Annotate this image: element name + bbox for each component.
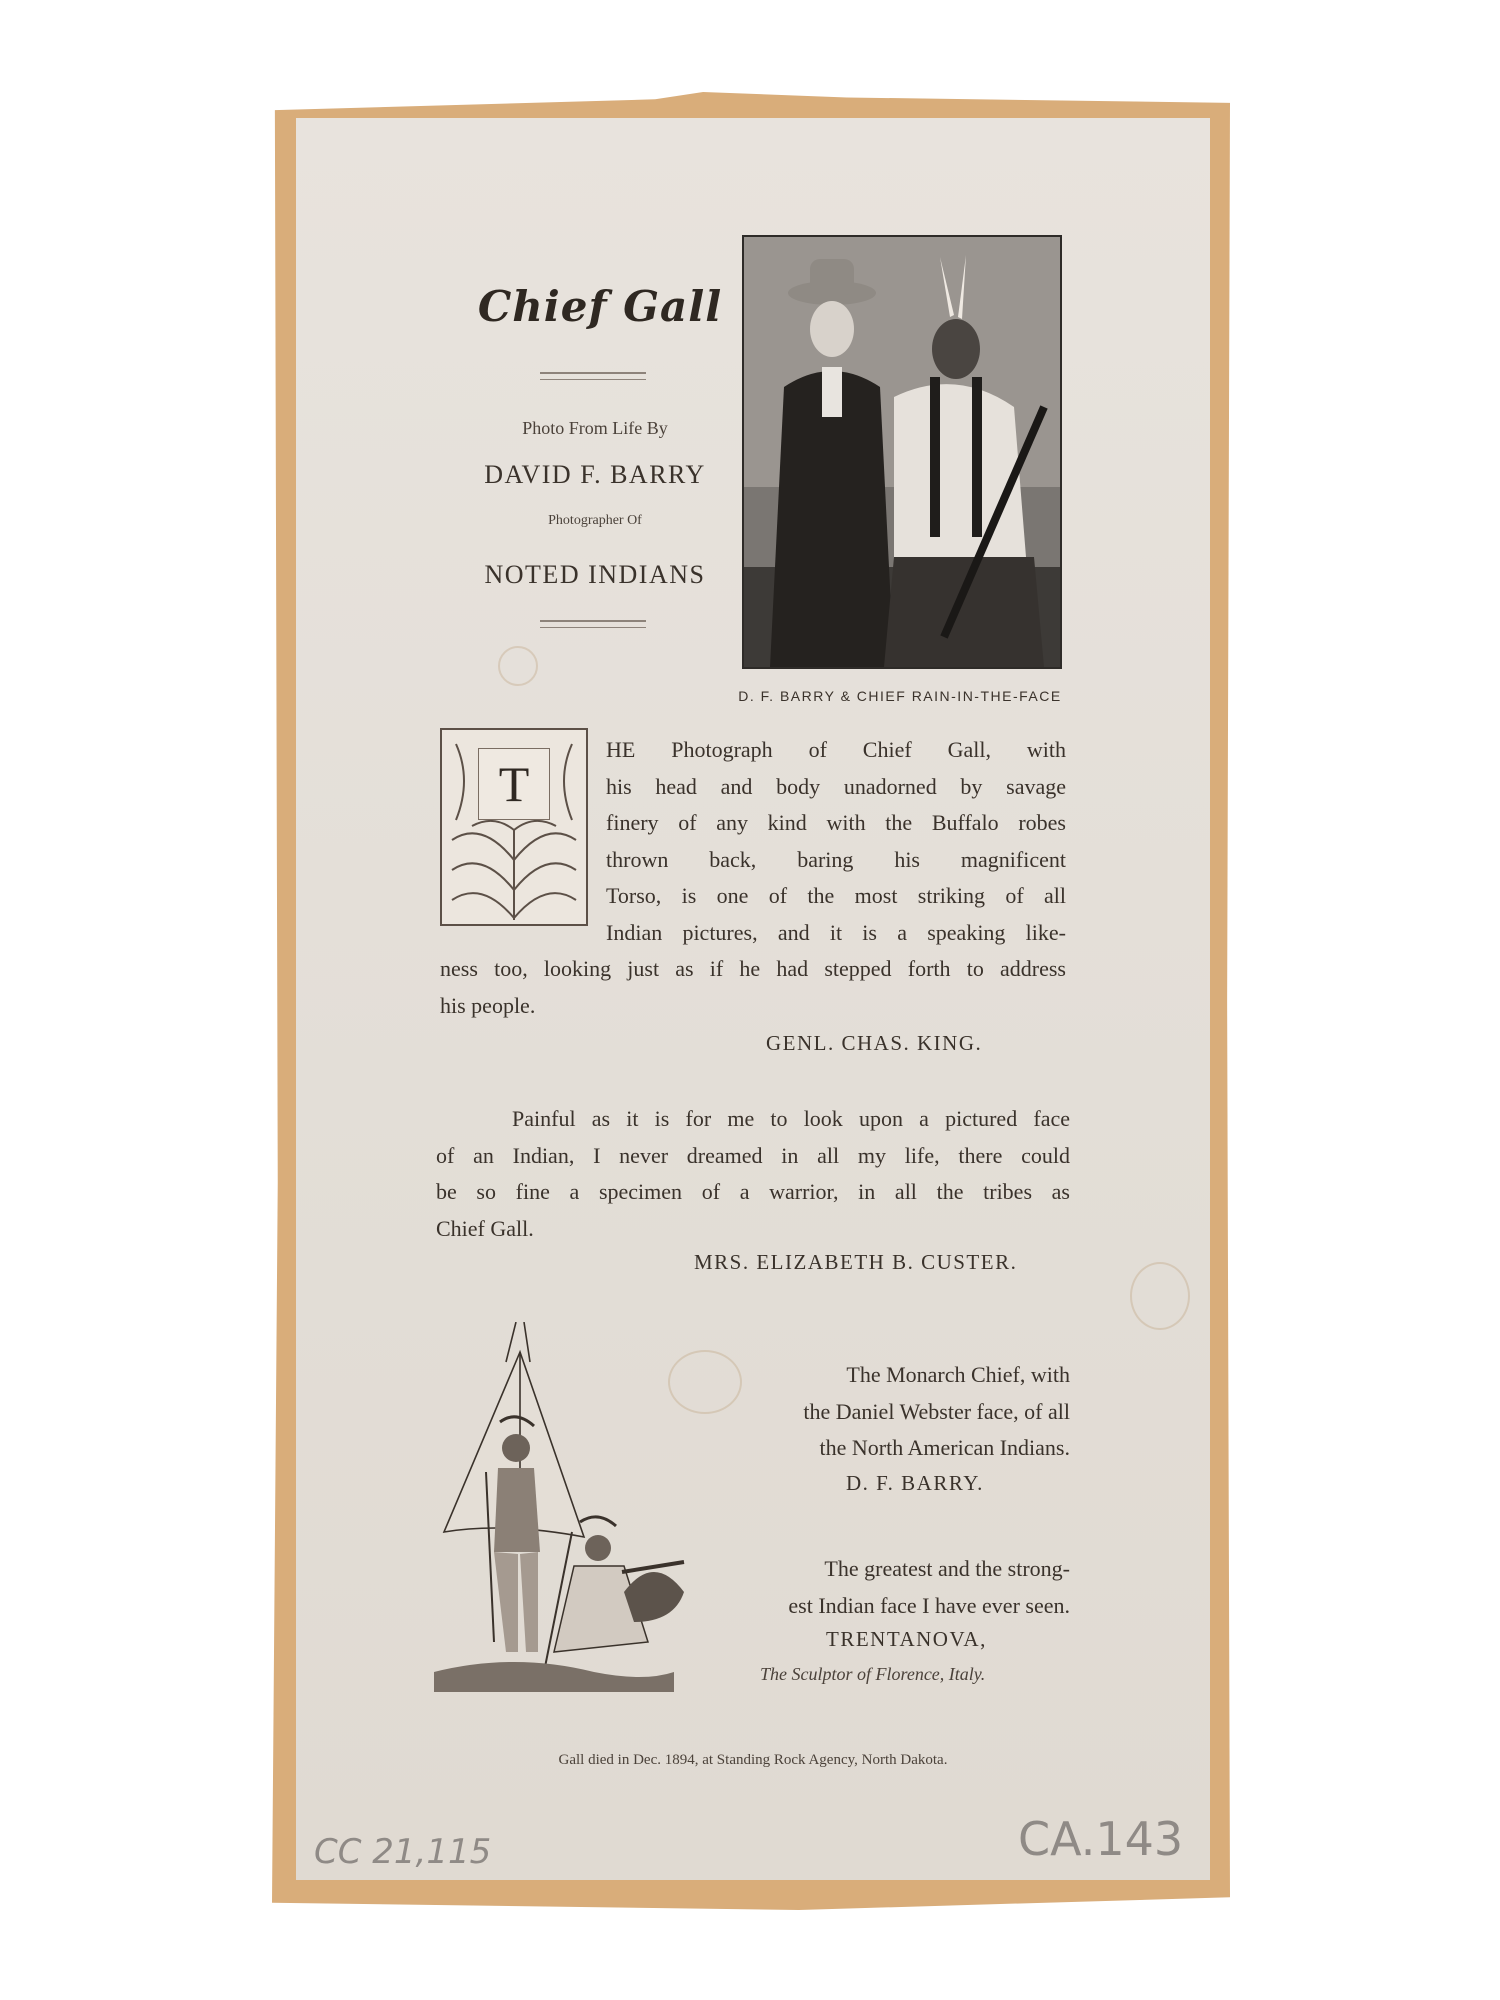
- page-title: Chief Gall: [477, 282, 723, 331]
- quote-line: his people.: [440, 992, 536, 1018]
- quote-line: be so fine a specimen of a warrior, in all the tribes as: [436, 1179, 1070, 1204]
- trentanova-subtitle: The Sculptor of Florence, Italy.: [760, 1664, 986, 1684]
- drop-cap-letter: T: [478, 748, 550, 820]
- quote-line: The Monarch Chief, with: [846, 1362, 1070, 1387]
- paper-stain: [1130, 1262, 1190, 1330]
- barry-quote: [714, 1357, 1070, 1467]
- quote-line: Chief Gall.: [436, 1215, 534, 1241]
- header-divider: [540, 620, 646, 628]
- pencil-note-left: CC 21,115: [314, 1832, 492, 1872]
- trentanova-attribution: TRENTANOVA,: [826, 1627, 987, 1651]
- barry-attribution: D. F. BARRY.: [846, 1471, 984, 1495]
- trentanova-quote: [714, 1551, 1070, 1624]
- king-attribution: GENL. CHAS. KING.: [766, 1031, 983, 1055]
- photographer-name: DAVID F. BARRY: [484, 460, 706, 489]
- paper-stain: [498, 646, 538, 686]
- quote-line: est Indian face I have ever seen.: [788, 1592, 1070, 1618]
- quote-line: HE Photograph of Chief Gall, with: [606, 737, 1066, 762]
- king-quote-full: [440, 951, 1066, 1024]
- portrait-photograph: [742, 235, 1062, 669]
- quote-line: the Daniel Webster face, of all: [803, 1398, 1070, 1424]
- noted-indians-heading: NOTED INDIANS: [484, 560, 706, 589]
- engraving-illustration: [434, 1322, 694, 1718]
- quote-line: Torso, is one of the most striking of all: [606, 883, 1066, 908]
- pencil-note-right: CA.143: [1018, 1812, 1184, 1866]
- king-quote-indented: [606, 732, 1066, 951]
- quote-line: ness too, looking just as if he had stepped forth to address: [440, 956, 1066, 981]
- quote-line: Painful as it is for me to look upon a pictured face: [512, 1106, 1070, 1131]
- quote-line: finery of any kind with the Buffalo robes: [606, 810, 1066, 835]
- quote-line: The greatest and the strong-: [824, 1556, 1070, 1581]
- quote-line: Indian pictures, and it is a speaking like-: [606, 919, 1066, 945]
- quote-line: the North American Indians.: [819, 1435, 1070, 1460]
- quote-line: thrown back, baring his magnificent: [606, 846, 1066, 872]
- quote-line: his head and body unadorned by savage: [606, 773, 1066, 799]
- photo-credit-line: Photo From Life By: [522, 418, 668, 438]
- custer-attribution: MRS. ELIZABETH B. CUSTER.: [694, 1250, 1018, 1274]
- custer-quote: [436, 1101, 1070, 1247]
- photo-caption: D. F. BARRY & CHIEF RAIN-IN-THE-FACE: [738, 688, 1062, 704]
- title-divider: [540, 372, 646, 380]
- footer-note: Gall died in Dec. 1894, at Standing Rock Agency, North Dakota.: [558, 1752, 948, 1768]
- photographer-of-line: Photographer Of: [548, 513, 642, 528]
- quote-line: of an Indian, I never dreamed in all my life, there could: [436, 1142, 1070, 1168]
